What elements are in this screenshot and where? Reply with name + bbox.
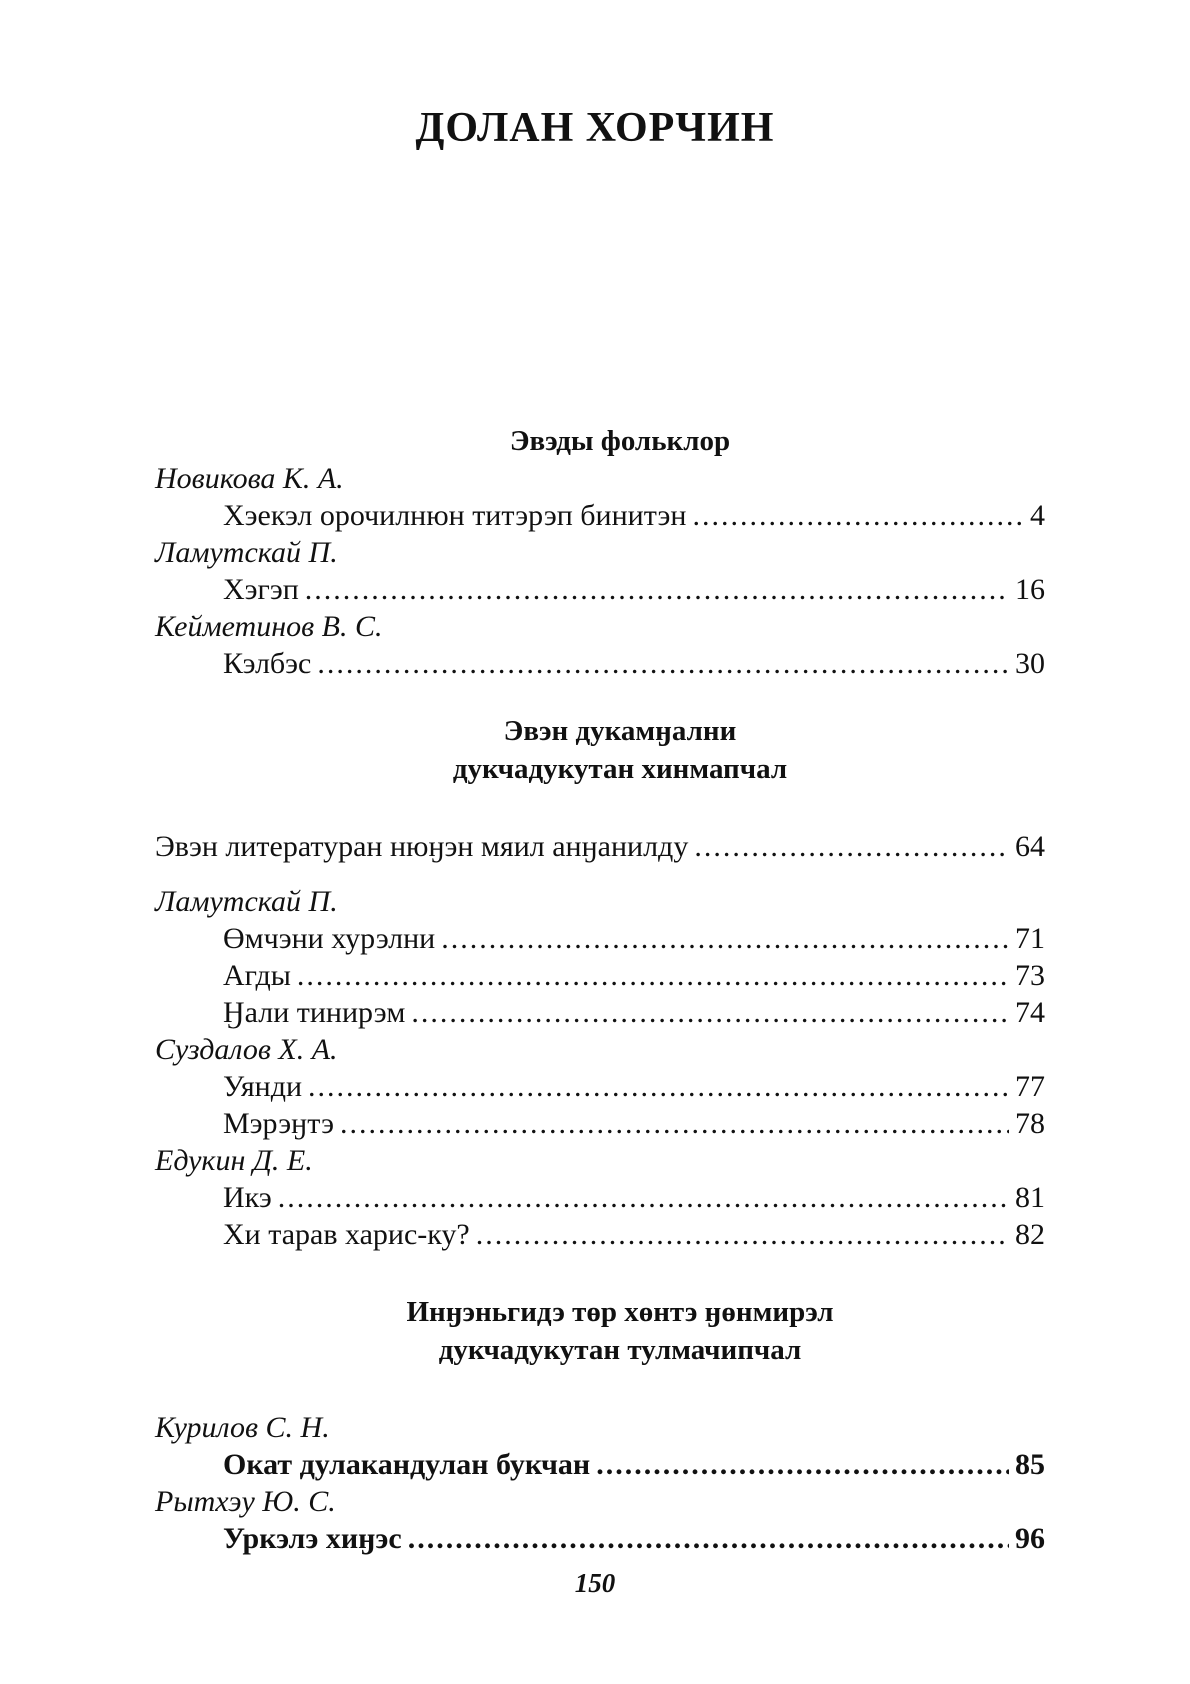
dot-leader xyxy=(340,1105,1009,1142)
toc-entry[interactable] xyxy=(155,497,1045,534)
entry-page: 16 xyxy=(1015,573,1045,606)
dot-leader xyxy=(476,1216,1009,1253)
dot-leader xyxy=(278,1179,1009,1216)
author-name: Ламутскай П. xyxy=(155,536,338,569)
entry-page: 85 xyxy=(1015,1448,1045,1481)
section-heading-line: Эвэды фольклор xyxy=(509,425,731,457)
toc-entry[interactable] xyxy=(155,645,1045,682)
entry-title: Ӈали тинирэм xyxy=(223,996,406,1029)
dot-leader xyxy=(305,571,1009,608)
entry-page: 71 xyxy=(1015,922,1045,955)
author-name: Рытхэу Ю. С. xyxy=(155,1485,336,1518)
dot-leader xyxy=(693,497,1025,534)
toc-entry[interactable] xyxy=(155,994,1045,1031)
entry-title: Кэлбэс xyxy=(223,647,312,680)
section-heading-line: дукчадукутан хинмапчал xyxy=(452,753,788,785)
entry-page: 82 xyxy=(1015,1218,1045,1251)
section-heading xyxy=(155,422,1045,460)
entry-title: Мэрэӈтэ xyxy=(223,1107,334,1140)
toc-entry[interactable] xyxy=(155,957,1045,994)
section-heading-line: Эвэн дукамӈални xyxy=(503,715,737,747)
entry-title: Эвэн литературан нюӈэн мяил анӈанилду xyxy=(155,830,689,863)
section-heading-line: дукчадукутан тулмачипчал xyxy=(438,1334,802,1366)
entry-title: Уянди xyxy=(223,1070,303,1103)
section-heading-line: Инӈэньгидэ төр хөнтэ ӈөнмирэл xyxy=(406,1296,834,1328)
entry-page: 64 xyxy=(1015,830,1045,863)
entry-page: 78 xyxy=(1015,1107,1045,1140)
author-name: Едукин Д. Е. xyxy=(155,1144,313,1177)
entry-title: Хэекэл орочилнюн титэрэп бинитэн xyxy=(223,499,687,532)
entry-title: Өмчэни хурэлни xyxy=(223,922,436,955)
page-title: ДОЛАН ХОРЧИН xyxy=(415,105,775,151)
dot-leader xyxy=(297,957,1009,994)
toc-entry[interactable] xyxy=(155,1105,1045,1142)
author-name: Курилов С. Н. xyxy=(155,1411,330,1444)
dot-leader xyxy=(441,920,1009,957)
author-name: Ламутскай П. xyxy=(155,885,338,918)
entry-title: Хи тарав харис-ку? xyxy=(223,1218,470,1251)
dot-leader xyxy=(596,1446,1009,1483)
toc-entry[interactable] xyxy=(155,1068,1045,1105)
toc-entry[interactable] xyxy=(155,1520,1045,1557)
toc-entry[interactable] xyxy=(155,1446,1045,1483)
dot-leader xyxy=(308,1068,1009,1105)
author-name: Суздалов Х. А. xyxy=(155,1033,338,1066)
toc-entry[interactable] xyxy=(155,920,1045,957)
entry-page: 30 xyxy=(1015,647,1045,680)
entry-page: 4 xyxy=(1030,499,1045,532)
dot-leader xyxy=(317,645,1009,682)
table-of-contents xyxy=(155,422,1045,1557)
entry-title: Хэгэп xyxy=(223,573,299,606)
toc-entry[interactable] xyxy=(155,1216,1045,1253)
dot-leader xyxy=(411,994,1009,1031)
entry-page: 96 xyxy=(1015,1522,1045,1555)
section-heading xyxy=(155,1293,1045,1369)
author-name: Новикова К. А. xyxy=(155,462,344,495)
entry-title: Окат дулакандулан букчан xyxy=(223,1448,591,1481)
entry-page: 77 xyxy=(1015,1070,1045,1103)
entry-title: Уркэлэ хиӈэс xyxy=(223,1522,402,1555)
toc-entry-intro[interactable] xyxy=(155,828,1045,865)
section-heading xyxy=(155,712,1045,788)
entry-page: 81 xyxy=(1015,1181,1045,1214)
entry-title: Агды xyxy=(223,959,291,992)
dot-leader xyxy=(408,1520,1009,1557)
author-name: Кейметинов В. С. xyxy=(155,610,383,643)
entry-page: 73 xyxy=(1015,959,1045,992)
toc-entry[interactable] xyxy=(155,571,1045,608)
dot-leader xyxy=(694,828,1009,865)
entry-page: 74 xyxy=(1015,996,1045,1029)
entry-title: Икэ xyxy=(223,1181,272,1214)
toc-entry[interactable] xyxy=(155,1179,1045,1216)
page-number: 150 xyxy=(574,1568,616,1598)
